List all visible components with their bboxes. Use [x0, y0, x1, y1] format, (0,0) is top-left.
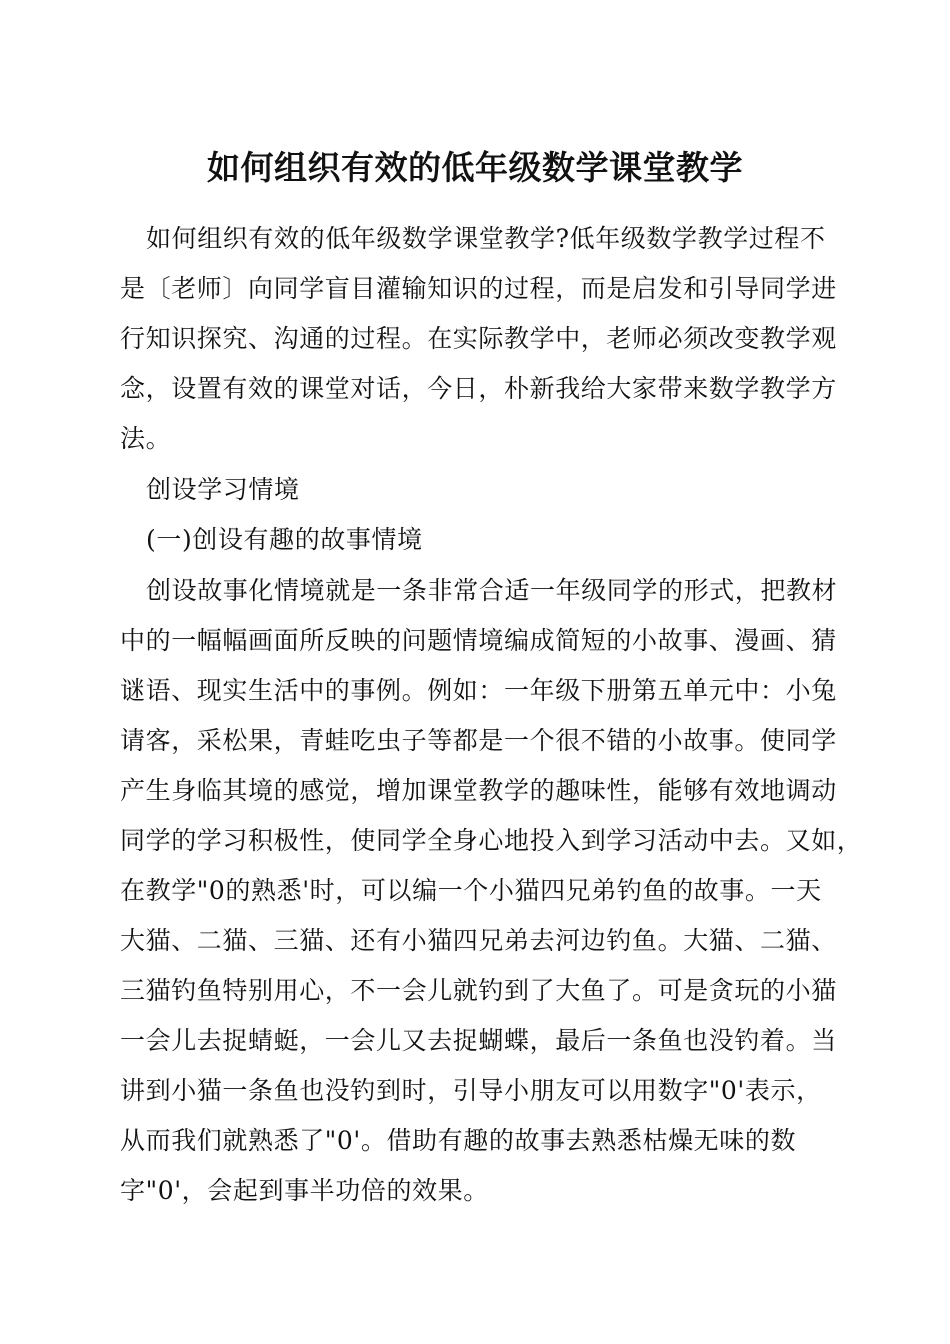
- paragraph-line: 在教学"0的熟悉'时，可以编一个小猫四兄弟钓鱼的故事。一天: [120, 876, 822, 905]
- paragraph-line: 一会儿去捉蜻蜓，一会儿又去捉蝴蝶，最后一条鱼也没钓着。当: [120, 1026, 837, 1055]
- document-title: 如何组织有效的低年级数学课堂教学: [207, 148, 743, 187]
- paragraph-line: 从而我们就熟悉了"0'。借助有趣的故事去熟悉枯燥无味的数: [120, 1126, 797, 1155]
- paragraph-line: 行知识探究、沟通的过程。在实际教学中，老师必须改变教学观: [120, 324, 837, 353]
- paragraph-line: 同学的学习积极性，使同学全身心地投入到学习活动中去。又如，: [120, 826, 863, 855]
- paragraph-line: 创设故事化情境就是一条非常合适一年级同学的形式，把教材: [146, 576, 838, 605]
- subsection-heading: (一)创设有趣的故事情境: [146, 525, 423, 554]
- paragraph-line: 谜语、现实生活中的事例。例如：一年级下册第五单元中：小兔: [120, 676, 837, 705]
- paragraph-line: 如何组织有效的低年级数学课堂教学?低年级数学教学过程不: [146, 224, 826, 253]
- paragraph-line: 三猫钓鱼特别用心，不一会儿就钓到了大鱼了。可是贪玩的小猫: [120, 976, 837, 1005]
- section-heading: 创设学习情境: [146, 475, 300, 504]
- paragraph-line: 产生身临其境的感觉，增加课堂教学的趣味性，能够有效地调动: [120, 776, 837, 805]
- paragraph-line: 念，设置有效的课堂对话，今日，朴新我给大家带来数学教学方: [120, 374, 837, 403]
- paragraph-line: 大猫、二猫、三猫、还有小猫四兄弟去河边钓鱼。大猫、二猫、: [120, 926, 837, 955]
- paragraph-line: 请客，采松果，青蛙吃虫子等都是一个很不错的小故事。使同学: [120, 726, 837, 755]
- paragraph-line: 讲到小猫一条鱼也没钓到时，引导小朋友可以用数字"0'表示，: [120, 1076, 822, 1105]
- paragraph-line: 中的一幅幅画面所反映的问题情境编成简短的小故事、漫画、猜: [120, 626, 837, 655]
- paragraph-line: 是〔老师〕向同学盲目灌输知识的过程，而是启发和引导同学进: [120, 274, 837, 303]
- paragraph-line: 字"0'，会起到事半功倍的效果。: [120, 1176, 489, 1205]
- paragraph-line: 法。: [120, 424, 172, 453]
